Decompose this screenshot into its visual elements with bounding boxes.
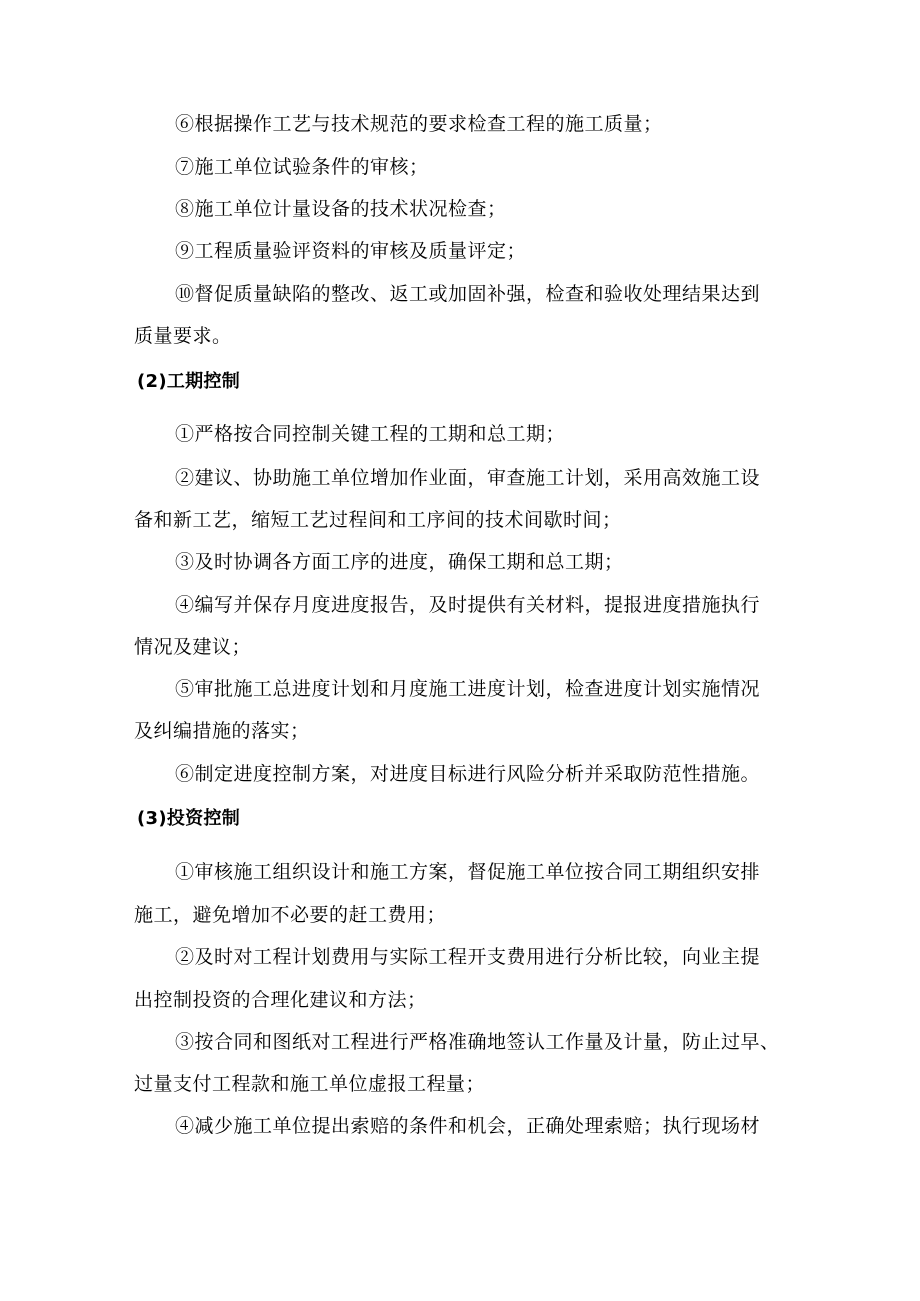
quality-item-10-cont: 质量要求。 (134, 325, 232, 347)
investment-item-2: ②及时对工程计划费用与实际工程开支费用进行分析比较，向业主提 (175, 946, 761, 968)
section-heading-investment: (3)投资控制 (137, 808, 241, 829)
schedule-item-5: ⑤审批施工总进度计划和月度施工进度计划，检查进度计划实施情况 (175, 678, 761, 700)
quality-item-7: ⑦施工单位试验条件的审核； (175, 156, 429, 178)
investment-item-2-cont: 出控制投资的合理化建议和方法； (134, 989, 427, 1011)
quality-item-6: ⑥根据操作工艺与技术规范的要求检查工程的施工质量； (175, 113, 663, 135)
investment-item-3-cont: 过量支付工程款和施工单位虚报工程量； (134, 1073, 486, 1095)
investment-item-1: ①审核施工组织设计和施工方案，督促施工单位按合同工期组织安排 (175, 861, 761, 883)
schedule-item-2-cont: 备和新工艺，缩短工艺过程间和工序间的技术间歇时间； (134, 509, 622, 531)
schedule-item-4: ④编写并保存月度进度报告，及时提供有关材料，提报进度措施执行 (175, 594, 761, 616)
schedule-item-4-cont: 情况及建议； (134, 636, 252, 658)
schedule-item-1: ①严格按合同控制关键工程的工期和总工期； (175, 423, 566, 445)
schedule-item-2: ②建议、协助施工单位增加作业面，审查施工计划，采用高效施工设 (175, 467, 761, 489)
quality-item-8: ⑧施工单位计量设备的技术状况检查； (175, 198, 507, 220)
schedule-item-3: ③及时协调各方面工序的进度，确保工期和总工期； (175, 551, 624, 573)
investment-item-1-cont: 施工，避免增加不必要的赶工费用； (134, 904, 447, 926)
section-heading-schedule: (2)工期控制 (137, 371, 241, 392)
investment-item-3: ③按合同和图纸对工程进行严格准确地签认工作量及计量，防止过早、 (175, 1031, 780, 1053)
quality-item-9: ⑨工程质量验评资料的审核及质量评定； (175, 240, 527, 262)
schedule-item-6: ⑥制定进度控制方案，对进度目标进行风险分析并采取防范性措施。 (175, 763, 761, 785)
schedule-item-5-cont: 及纠编措施的落实； (134, 720, 310, 742)
investment-item-4: ④减少施工单位提出索赔的条件和机会，正确处理索赔；执行现场材 (175, 1115, 761, 1137)
quality-item-10: ⑩督促质量缺陷的整改、返工或加固补强，检查和验收处理结果达到 (175, 283, 761, 305)
